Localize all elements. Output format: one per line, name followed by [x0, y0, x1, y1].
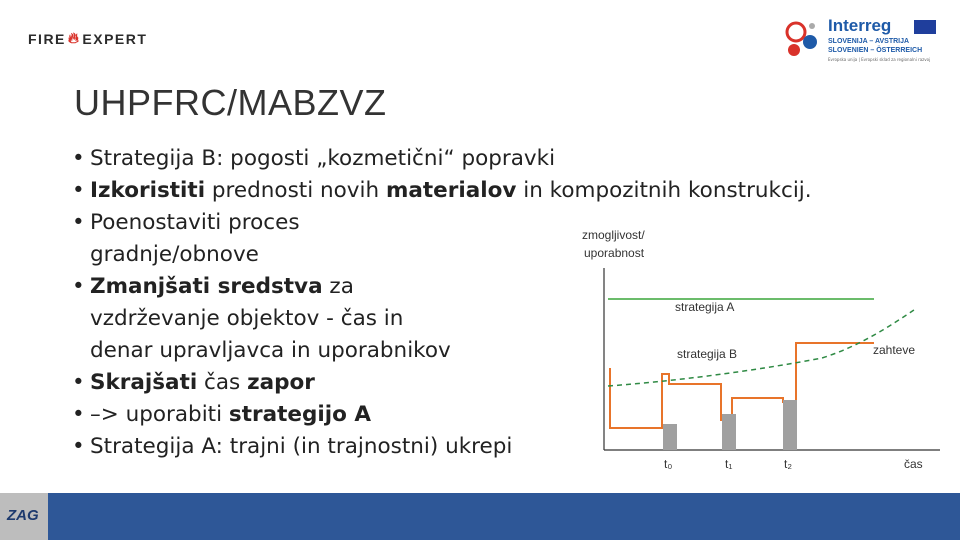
- bullet-text: Strategija A: trajni (in trajnostni) ukrepi: [90, 434, 513, 459]
- x-tick-t2: t₂: [784, 457, 792, 471]
- repair-bar-t0: [663, 424, 677, 450]
- bullet-text: Zmanjšati sredstva: [90, 274, 323, 299]
- bullet-text: materialov: [385, 178, 517, 203]
- expert-logo-text: EXPERT: [82, 30, 148, 47]
- interreg-tagline: Evropska unija | Evropski sklad za regionalni razvoj: [828, 57, 931, 62]
- flame-icon: 🔥︎: [67, 30, 81, 47]
- interreg-logo: [780, 14, 940, 68]
- y-axis-label-line2: uporabnost: [584, 246, 645, 260]
- bullet-text: zapor: [247, 370, 315, 395]
- bullet-item: [72, 143, 812, 175]
- fire-logo-text: FIRE: [28, 30, 66, 47]
- bullet-item: [72, 175, 812, 207]
- bullet-text: denar upravljavca in uporabnikov: [90, 338, 451, 363]
- repair-bar-t1: [722, 414, 736, 450]
- repair-bar-t2: [783, 400, 797, 450]
- interreg-title: Interreg: [828, 16, 892, 35]
- interreg-line1: SLOVENIJA – AVSTRIJA: [828, 38, 910, 45]
- footer-bar: [0, 493, 960, 540]
- bullet-text: za: [322, 274, 354, 299]
- legend-zahteve: zahteve: [873, 343, 916, 357]
- interreg-emblem-icon: [780, 14, 826, 68]
- bullet-text: gradnje/obnove: [90, 242, 259, 267]
- bullet-text: Poenostaviti proces: [90, 210, 300, 235]
- legend-strategija-b: strategija B: [677, 347, 738, 361]
- bullet-text: Skrajšati: [90, 370, 198, 395]
- bullet-text: Strategija B: pogosti „kozmetični“ popravki: [90, 146, 556, 171]
- strategy-chart: [570, 228, 950, 478]
- fire-expert-logo: [28, 30, 147, 47]
- bullet-text: in kompozitnih konstrukcij.: [516, 178, 812, 203]
- x-tick-t1: t₁: [725, 457, 733, 471]
- bullet-text: čas: [197, 370, 248, 395]
- series-zahteve-line: [608, 310, 914, 386]
- bullet-text: vzdrževanje objektov - čas in: [90, 306, 404, 331]
- zag-logo-text: ZAG: [7, 507, 39, 524]
- x-tick-t0: t₀: [664, 457, 673, 471]
- zag-logo: [0, 493, 48, 540]
- x-axis-label: čas: [904, 457, 923, 471]
- bullet-text: –> uporabiti: [90, 402, 229, 427]
- page-title: UHPFRC/MABZVZ: [74, 82, 387, 123]
- bullet-text: prednosti novih: [205, 178, 386, 203]
- interreg-line2: SLOVENIEN – ÖSTERREICH: [828, 47, 923, 54]
- eu-flag-icon: [914, 20, 936, 34]
- series-strategija-b-line: [610, 343, 874, 428]
- y-axis-label-line1: zmogljivost/: [582, 228, 645, 242]
- bullet-text: Izkoristiti: [90, 178, 206, 203]
- bullet-text: strategijo A: [228, 402, 371, 427]
- legend-strategija-a: strategija A: [675, 300, 735, 314]
